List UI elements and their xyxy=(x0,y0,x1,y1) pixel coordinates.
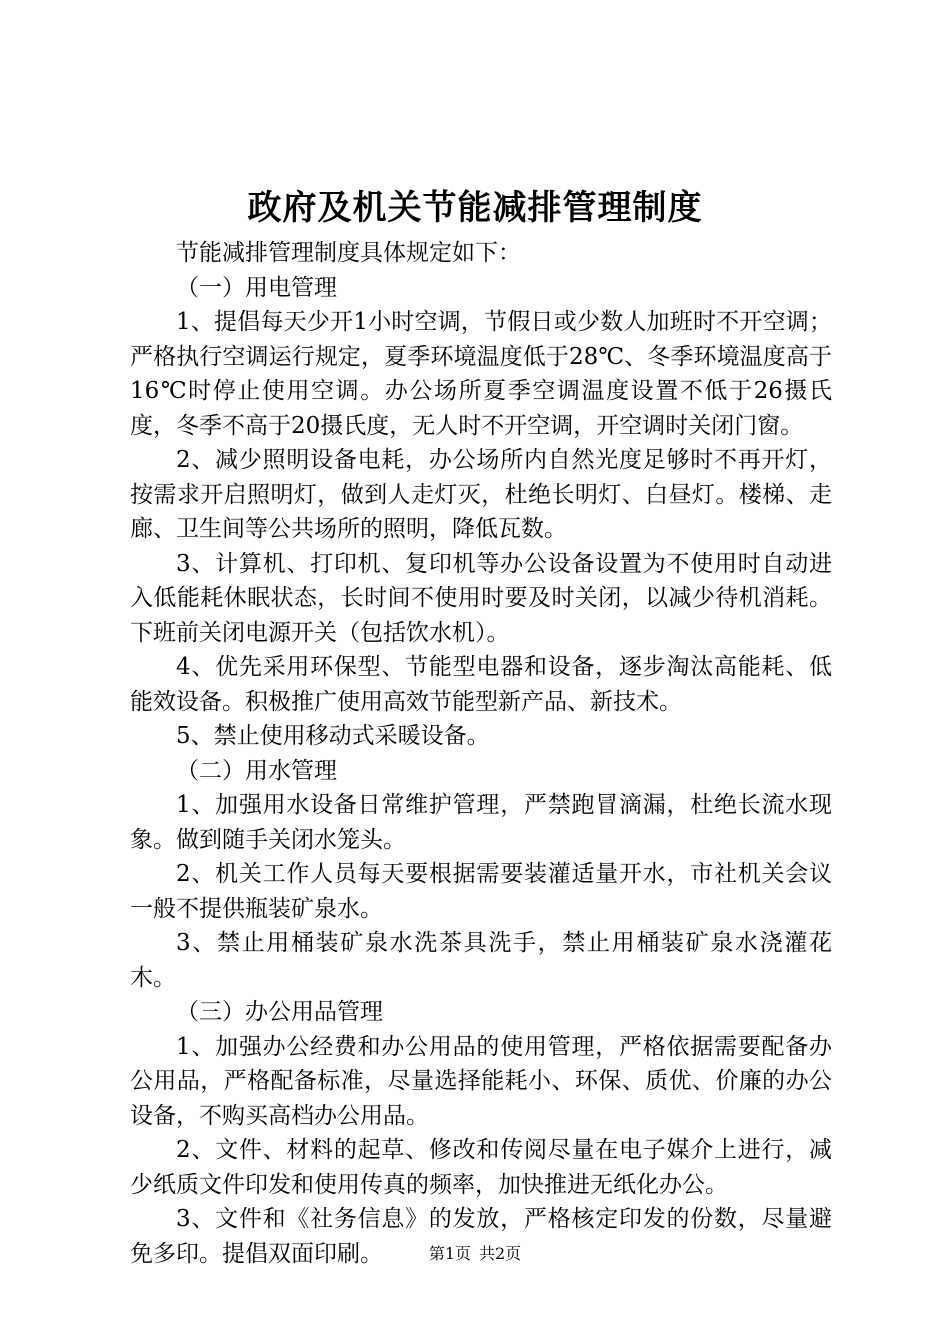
paragraph: 4、优先采用环保型、节能型电器和设备，逐步淘汰高能耗、低能效设备。积极推广使用高效节能型新产品、新技术。 xyxy=(130,654,832,715)
intro-paragraph: 节能减排管理制度具体规定如下： xyxy=(176,240,521,266)
paragraph: 2、文件、材料的起草、修改和传阅尽量在电子媒介上进行，减少纸质文件印发和使用传真的频率，加快推进无纸化办公。 xyxy=(130,1137,832,1198)
paragraph: 5、禁止使用移动式采暖设备。 xyxy=(176,723,490,749)
paragraph: 2、减少照明设备电耗，办公场所内自然光度足够时不再开灯，按需求开启照明灯，做到人走灯灭，杜绝长明灯、白昼灯。楼梯、走廊、卫生间等公共场所的照明，降低瓦数。 xyxy=(130,447,832,542)
paragraph: 3、文件和《社务信息》的发放，严格核定印发的份数，尽量避免多印。提倡双面印刷。 xyxy=(130,1206,832,1267)
paragraph: 1、提倡每天少开1小时空调，节假日或少数人加班时不开空调；严格执行空调运行规定，夏季环境温度低于28℃、冬季环境温度高于16℃时停止使用空调。办公场所夏季空调温度设置不低于26摄氏度，冬季不高于20摄氏度，无人时不开空调，开空调时关闭门窗。 xyxy=(130,309,832,439)
paragraph: 2、机关工作人员每天要根据需要装灌适量开水，市社机关会议一般不提供瓶装矿泉水。 xyxy=(130,861,832,922)
page-number-current: 第1页 xyxy=(428,1244,471,1263)
section-heading-electricity: （一）用电管理 xyxy=(176,274,337,301)
section-heading-water: （二）用水管理 xyxy=(176,757,337,784)
page-footer xyxy=(0,1242,950,1266)
paragraph: 1、加强办公经费和办公用品的使用管理，严格依据需要配备办公用品，严格配备标准，尽量选择能耗小、环保、质优、价廉的办公设备，不购买高档办公用品。 xyxy=(130,1033,832,1129)
document-title: 政府及机关节能减排管理制度 xyxy=(247,188,703,228)
paragraph: 3、禁止用桶装矿泉水洗茶具洗手，禁止用桶装矿泉水浇灌花木。 xyxy=(130,930,832,991)
section-heading-office-supplies: （三）办公用品管理 xyxy=(176,999,383,1025)
page-number-total: 共2页 xyxy=(479,1244,522,1263)
document-body xyxy=(130,236,832,1271)
paragraph: 3、计算机、打印机、复印机等办公设备设置为不使用时自动进入低能耗休眠状态，长时间不使用时要及时关闭，以减少待机消耗。下班前关闭电源开关（包括饮水机）。 xyxy=(130,550,832,646)
paragraph: 1、加强用水设备日常维护管理，严禁跑冒滴漏，杜绝长流水现象。做到随手关闭水笼头。 xyxy=(130,792,832,853)
